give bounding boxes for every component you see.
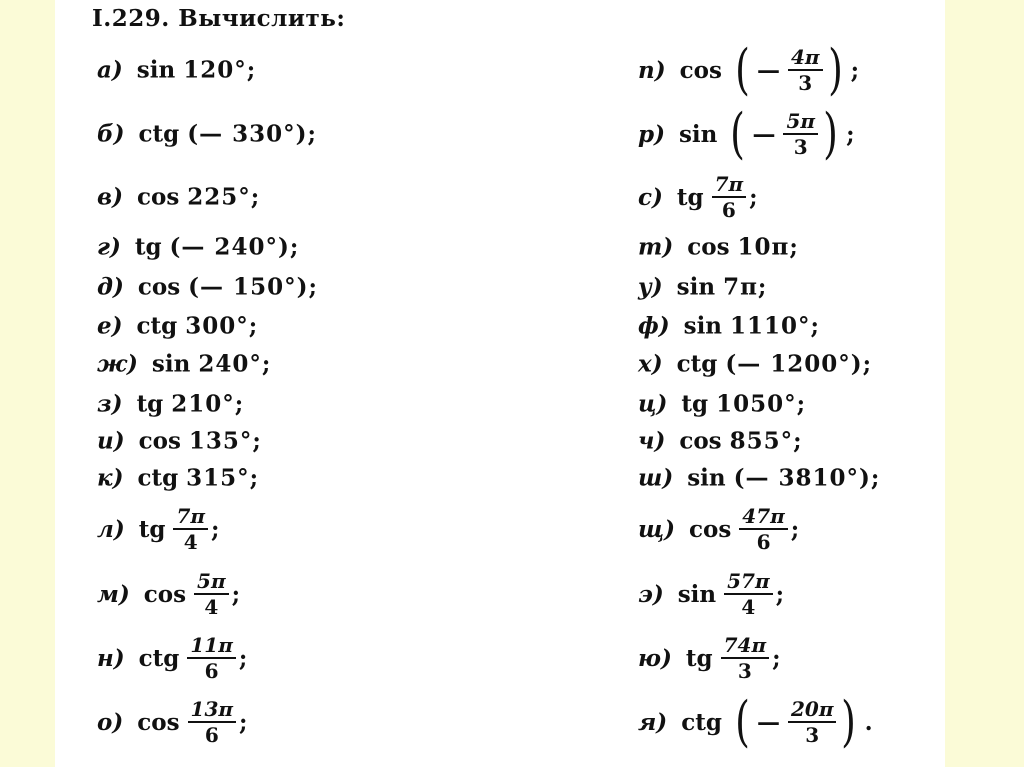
problem-label: б) [97, 120, 125, 148]
function-name: cos [137, 183, 180, 211]
function-name: ctg [138, 644, 180, 672]
denominator: 6 [204, 723, 219, 747]
argument: 210°; [171, 390, 245, 418]
problem-label: х) [638, 350, 663, 378]
problem-label: р) [638, 120, 665, 148]
right-parenthesis: ) [827, 38, 843, 101]
problem-label: я) [638, 708, 668, 736]
function-name: cos [137, 708, 180, 736]
problem-label: г) [97, 233, 121, 261]
terminator: ; [231, 580, 241, 608]
problem-label: н) [97, 644, 125, 672]
minus-sign: — [752, 120, 776, 148]
fraction [187, 635, 235, 681]
argument: 120°; [183, 56, 257, 84]
argument: 135°; [188, 427, 262, 455]
problem-label: т) [638, 233, 674, 261]
function-name: cos [138, 427, 181, 455]
function-name: cos [688, 515, 732, 543]
terminator: ; [238, 644, 248, 672]
problem-item [638, 351, 872, 378]
denominator: 6 [204, 659, 219, 683]
minus-sign: — [756, 56, 780, 84]
numerator: 13π [188, 699, 236, 723]
function-name: tg [134, 233, 162, 261]
problem-item [97, 57, 256, 84]
left-parenthesis: ( [730, 102, 746, 165]
problem-label: е) [97, 312, 123, 340]
function-name: ctg [136, 312, 178, 340]
denominator: 3 [798, 71, 813, 95]
terminator: ; [790, 515, 800, 543]
function-name: sin [151, 350, 191, 378]
problem-label: в) [97, 183, 123, 211]
function-name: cos [687, 233, 730, 261]
argument: 240°; [198, 350, 272, 378]
problem-item [97, 571, 240, 617]
left-parenthesis: ( [735, 690, 750, 753]
argument: 10π; [737, 233, 799, 261]
problem-item [638, 274, 767, 301]
denominator: 4 [183, 530, 198, 554]
right-parenthesis: ) [841, 690, 857, 753]
argument: 225°; [187, 183, 261, 211]
argument: 855°; [729, 427, 803, 455]
numerator: 5π [194, 571, 229, 595]
function-name: ctg [676, 350, 718, 378]
terminator: ; [211, 515, 220, 543]
terminator: . [864, 708, 873, 736]
problem-item [97, 274, 318, 301]
problem-item [97, 699, 248, 745]
problem-label: ц) [638, 390, 668, 418]
problem-item [97, 428, 262, 455]
problem-item [97, 465, 259, 492]
numerator: 5π [783, 111, 818, 135]
argument: (— 1200°); [725, 350, 873, 378]
argument: 300°; [185, 312, 259, 340]
problem-item [638, 571, 784, 617]
problem-item [97, 506, 220, 552]
problem-label: м) [97, 580, 130, 608]
function-name: ctg [137, 464, 179, 492]
denominator: 6 [756, 530, 771, 554]
problem-item [638, 313, 820, 340]
function-name: cos [679, 56, 722, 84]
problem-label: л) [97, 515, 125, 543]
argument: (— 150°); [188, 273, 318, 301]
problem-item [638, 465, 880, 492]
function-name: tg [138, 515, 166, 543]
problem-label: д) [97, 273, 124, 301]
problem-label: а) [97, 56, 123, 84]
fraction [783, 111, 818, 157]
function-name: ctg [138, 120, 180, 148]
problem-label: э) [638, 580, 664, 608]
denominator: 4 [204, 595, 219, 619]
denominator: 6 [721, 198, 736, 222]
argument: (— 240°); [169, 233, 300, 261]
function-name: cos [679, 427, 722, 455]
terminator: ; [846, 120, 855, 148]
terminator: ; [850, 56, 860, 84]
problem-label: у) [638, 273, 663, 301]
problem-label: щ) [638, 515, 675, 543]
fraction [788, 699, 836, 745]
terminator: ; [749, 183, 758, 211]
argument: (— 3810°); [733, 464, 881, 492]
function-name: sin [678, 120, 718, 148]
numerator: 20π [788, 699, 836, 723]
argument: (— 330°); [187, 120, 317, 148]
problem-item [97, 391, 244, 418]
denominator: 3 [793, 135, 808, 159]
problem-item [97, 184, 260, 211]
denominator: 3 [805, 723, 820, 747]
fraction [788, 47, 823, 93]
problem-label: к) [97, 464, 124, 492]
problem-label: и) [97, 427, 125, 455]
exercise-title: I.229. Вычислить: [92, 5, 346, 32]
function-name: tg [676, 183, 704, 211]
numerator: 7π [173, 506, 208, 530]
denominator: 3 [737, 659, 752, 683]
function-name: sin [676, 273, 716, 301]
problem-label: з) [97, 390, 123, 418]
function-name: sin [677, 580, 717, 608]
problem-item [638, 635, 781, 681]
problem-item [638, 506, 799, 552]
problem-label: ж) [97, 350, 138, 378]
problem-item [638, 690, 873, 753]
function-name: tg [136, 390, 164, 418]
problem-label: о) [97, 708, 124, 736]
problem-item [638, 428, 803, 455]
function-name: cos [143, 580, 187, 608]
fraction [188, 699, 236, 745]
fraction [739, 506, 787, 552]
terminator: ; [775, 580, 785, 608]
left-parenthesis: ( [735, 38, 750, 101]
numerator: 74π [721, 635, 769, 659]
numerator: 11π [187, 635, 235, 659]
function-name: sin [687, 464, 726, 492]
problem-label: п) [638, 56, 666, 84]
fraction [724, 571, 772, 617]
argument: 315°; [186, 464, 260, 492]
problem-item [97, 234, 299, 261]
argument: 1050°; [716, 390, 807, 418]
problem-item [97, 351, 271, 378]
problem-item [97, 313, 258, 340]
problem-item [638, 38, 860, 101]
fraction [194, 571, 229, 617]
problem-item [638, 391, 806, 418]
problem-label: ч) [638, 427, 666, 455]
fraction [721, 635, 769, 681]
numerator: 4π [788, 47, 823, 71]
problem-label: с) [638, 183, 663, 211]
problem-label: ф) [638, 312, 670, 340]
function-name: sin [136, 56, 176, 84]
numerator: 7π [712, 174, 747, 198]
problem-item [97, 121, 317, 148]
terminator: ; [239, 708, 248, 736]
function-name: tg [681, 390, 709, 418]
fraction [712, 174, 747, 220]
problem-label: ю) [638, 644, 672, 672]
problem-label: ш) [638, 464, 674, 492]
terminator: ; [772, 644, 781, 672]
argument: 1110°; [730, 312, 821, 340]
numerator: 57π [724, 571, 772, 595]
argument: 7π; [723, 273, 768, 301]
function-name: tg [685, 644, 713, 672]
numerator: 47π [739, 506, 787, 530]
fraction [173, 506, 208, 552]
function-name: cos [137, 273, 181, 301]
problem-item [638, 102, 855, 165]
denominator: 4 [741, 595, 756, 619]
problem-item [97, 635, 247, 681]
function-name: ctg [681, 708, 722, 736]
minus-sign: — [757, 708, 780, 736]
problem-item [638, 174, 758, 220]
problem-item [638, 234, 799, 261]
right-parenthesis: ) [823, 102, 838, 165]
function-name: sin [683, 312, 723, 340]
